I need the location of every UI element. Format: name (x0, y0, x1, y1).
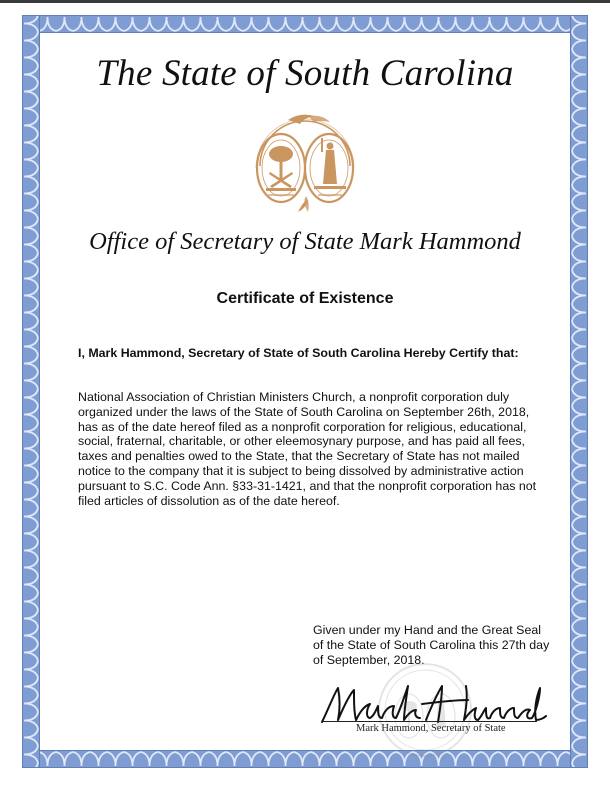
state-seal-icon (248, 108, 362, 214)
signature-caption: Mark Hammond, Secretary of State (356, 723, 506, 734)
border-right (570, 15, 588, 768)
body-line: organized under the laws of the State of South Carolina on September 26th, 2018, (78, 404, 530, 419)
body-line: has as of the date hereof filed as a nonprofit corporation for religious, educational, (78, 419, 527, 434)
body-line: notice to the company that it is subject to being dissolved by administrative action (78, 463, 524, 478)
given-line: Given under my Hand and the Great Seal (313, 623, 541, 637)
viewer-top-edge (0, 0, 610, 3)
body-line: National Association of Christian Ministers Church, a nonprofit corporation duly (78, 390, 510, 404)
signature-line (322, 721, 537, 722)
certify-statement: I, Mark Hammond, Secretary of State of South Carolina Hereby Certify that: (78, 346, 519, 360)
office-heading: Office of Secretary of State Mark Hammond (89, 228, 521, 255)
border-left (22, 15, 40, 768)
body-line: taxes and penalties owed to the State, that the Secretary of State has not mailed (78, 449, 520, 464)
border-top (22, 15, 588, 33)
certificate-body (78, 390, 558, 508)
given-line: of the State of South Carolina this 27th day (313, 637, 550, 652)
body-line: pursuant to S.C. Code Ann. §33-31-1421, and that the nonprofit corporation has not (78, 478, 537, 493)
given-line: of September, 2018. (313, 652, 425, 667)
state-title: The State of South Carolina (96, 53, 514, 94)
certificate-title: Certificate of Existence (216, 290, 394, 307)
body-line: social, fraternal, charitable, or other eleemosynary purpose, and has paid all fees, (78, 434, 526, 449)
border-bottom (22, 750, 588, 768)
body-line: filed articles of dissolution as of the date hereof. (78, 493, 340, 508)
